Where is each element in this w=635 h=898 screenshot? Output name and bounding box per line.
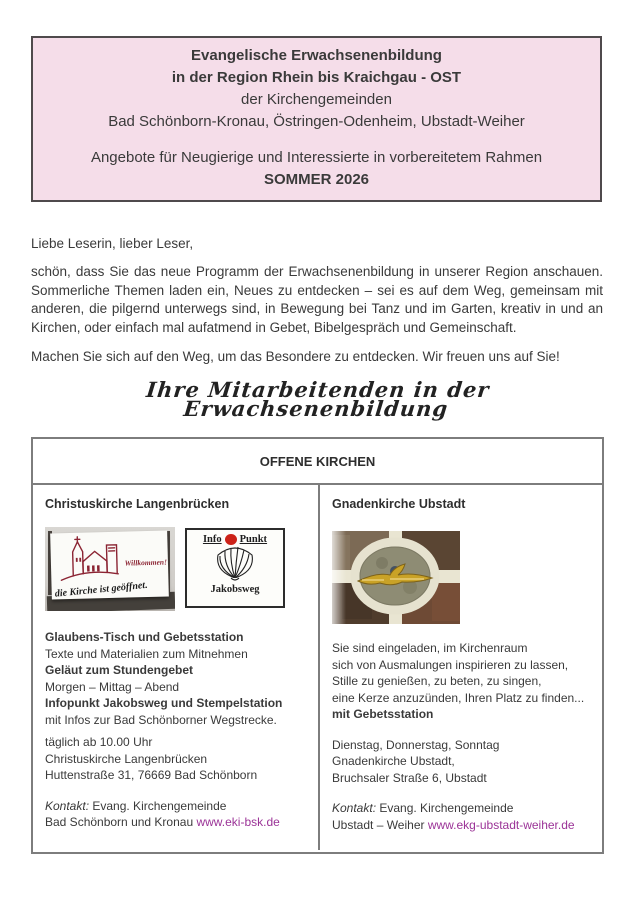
schedule-time: täglich ab 10.00 Uhr	[45, 735, 153, 749]
christuskirche-title: Christuskirche Langenbrücken	[45, 497, 230, 511]
offer3-title: Infopunkt Jakobsweg und Stempelstation	[45, 696, 283, 710]
willkommen-sign-photo	[45, 527, 175, 611]
contact-label: Kontakt:	[45, 798, 90, 813]
willkommen-sign	[50, 530, 169, 599]
contact-label-right: Kontakt:	[332, 801, 377, 815]
offer2-title: Geläut zum Stundengebet	[45, 663, 194, 677]
invite-line1: Sie sind eingeladen, im Kirchenraum	[332, 641, 528, 655]
program-title-line2: in der Region Rhein bis Kraichgau - OST	[171, 69, 462, 86]
program-subtitle: der Kirchengemeinden	[241, 91, 392, 108]
info-text: Info	[202, 534, 222, 545]
schedule-address-right: Bruchsaler Straße 6, Ubstadt	[332, 770, 487, 785]
header-spacer	[33, 133, 600, 147]
offer2-desc: Morgen – Mittag – Abend	[45, 679, 180, 694]
cell-gnadenkirche	[320, 485, 602, 850]
program-title-line1: Evangelische Erwachsenenbildung	[191, 47, 442, 64]
schedule-block-left	[45, 734, 306, 784]
contact-prefix-right: Ubstadt – Weiher	[332, 817, 428, 832]
contact-rest: Evang. Kirchengemeinde	[89, 798, 227, 813]
salutation: Liebe Leserin, lieber Leser,	[31, 236, 194, 251]
intro-paragraph: schön, dass Sie das neue Programm der Erwachsenenbildung in unserer Region anschauen. Sommerliche Themen laden ein, Neues zu entdecken – sei es auf dem Weg, gemeinsam mit anderen, die pilgernd unterwegs sind, in Bewegung bei Tanz und im Garten, kreativ in und an Kirchen, oder einfach mal aufatmend in Gebet, Bibelgespräch und Gemeinschaft.	[31, 264, 603, 335]
infopunkt-header	[203, 534, 267, 545]
kirche-geoeffnet-text: die Kirche ist geöffnet.	[54, 579, 149, 600]
offers-block	[45, 629, 306, 728]
program-tagline: Angebote für Neugierige und Interessierte in vorbereitetem Rahmen	[90, 149, 543, 166]
contact-prefix: Bad Schönborn und Kronau	[45, 815, 197, 829]
contact-line1-right	[332, 800, 590, 817]
contact-line1	[45, 798, 306, 815]
dove-medallion-photo	[332, 531, 460, 624]
offer1-title: Glaubens-Tisch und Gebetsstation	[45, 630, 244, 644]
open-churches-table	[31, 437, 604, 854]
schedule-block-right	[332, 737, 590, 787]
table-header: OFFENE KIRCHEN	[33, 439, 602, 485]
schedule-address: Huttenstraße 31, 76669 Bad Schönborn	[45, 768, 258, 782]
cell-christuskirche	[33, 485, 320, 850]
closing-paragraph: Machen Sie sich auf den Weg, um das Besondere zu entdecken. Wir freuen uns auf Sie!	[31, 349, 560, 364]
gnadenkirche-title: Gnadenkirche Ubstadt	[332, 497, 466, 511]
eki-bsk-link[interactable]: www.eki-bsk.de	[196, 815, 280, 829]
contact-line2-right	[332, 817, 590, 834]
invite-line4: eine Kerze anzuzünden, Ihren Platz zu finden...	[332, 690, 585, 705]
signature-line: Ihre Mitarbeitenden in der Erwachsenenbildung	[145, 377, 491, 421]
willkommen-text: Willkommen!	[124, 557, 168, 568]
jakobsweg-caption: Jakobsweg	[210, 584, 260, 595]
invite-line3: Stille zu genießen, zu beten, zu singen,	[332, 674, 542, 688]
infopunkt-jakobsweg-sign	[185, 528, 285, 608]
invite-line2: sich von Ausmalungen inspirieren zu lassen,	[332, 657, 569, 672]
sign-row	[45, 527, 306, 611]
contact-rest-right: Evang. Kirchengemeinde	[376, 801, 514, 815]
invite-block	[332, 640, 590, 723]
program-season: SOMMER 2026	[263, 171, 370, 188]
contact-block-left	[45, 798, 306, 831]
offer1-desc: Texte und Materialien zum Mitnehmen	[45, 646, 248, 661]
intro-section	[31, 234, 603, 421]
contact-block-right	[332, 800, 590, 833]
program-parishes: Bad Schönborn-Kronau, Östringen-Odenheim, Ubstadt-Weiher	[108, 113, 525, 130]
ekg-ubstadt-weiher-link[interactable]: www.ekg-ubstadt-weiher.de	[427, 817, 575, 832]
offer3-desc: mit Infos zur Bad Schönborner Wegstrecke.	[45, 712, 277, 727]
red-dot-icon	[225, 534, 237, 545]
schedule-church-right: Gnadenkirche Ubstadt,	[332, 754, 455, 768]
schedule-days: Dienstag, Donnerstag, Sonntag	[332, 737, 500, 752]
schedule-church: Christuskirche Langenbrücken	[45, 751, 208, 766]
church-drawing-icon	[58, 535, 121, 583]
punkt-text: Punkt	[239, 534, 268, 545]
table-body	[33, 485, 602, 850]
contact-line2	[45, 814, 306, 831]
invite-bold: mit Gebetsstation	[332, 707, 434, 721]
program-header-box	[31, 36, 602, 202]
scallop-shell-icon	[211, 545, 259, 583]
